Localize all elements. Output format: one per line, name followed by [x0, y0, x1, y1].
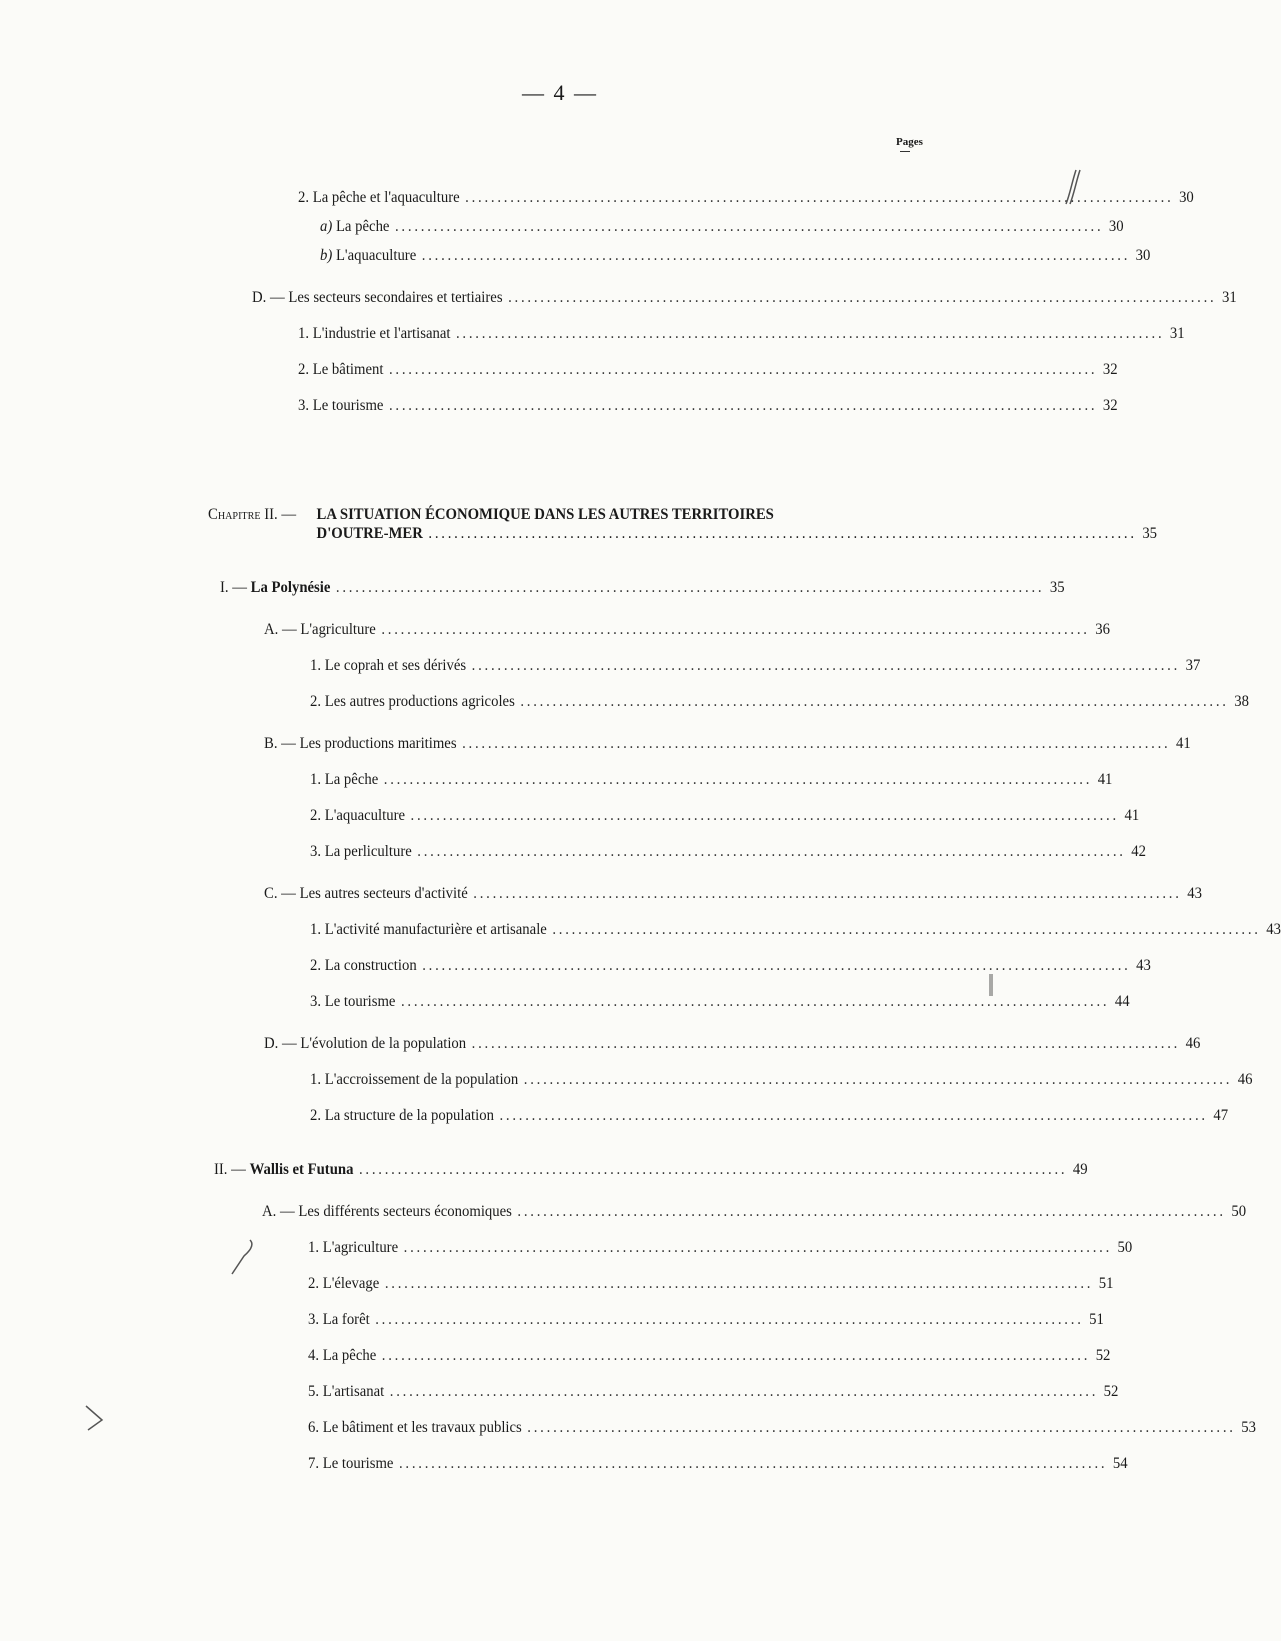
leader-dots: .............................................................................................................. [381, 1347, 1091, 1364]
toc-entry[interactable] [264, 1034, 1201, 1054]
leader-dots: .............................................................................................................. [428, 525, 1137, 542]
chapter-prefix: Chapitre II. — [208, 506, 297, 523]
toc-entry-page: 31 [1221, 289, 1237, 306]
toc-entry-label: B. — Les productions maritimes [264, 735, 457, 752]
toc-entry-label: 1. L'activité manufacturière et artisanale [310, 921, 547, 938]
toc-entry[interactable] [320, 217, 1124, 237]
toc-entry-page: 52 [1095, 1347, 1111, 1364]
leader-dots: .............................................................................................................. [398, 1455, 1108, 1472]
toc-section[interactable] [214, 1160, 1088, 1180]
toc-entry-label: 4. La pêche [308, 1347, 377, 1364]
toc-entry[interactable] [298, 360, 1118, 380]
toc-entry-page: 30 [1179, 189, 1194, 206]
toc-entry-label: 2. La structure de la population [310, 1107, 494, 1124]
toc-entry[interactable] [310, 806, 1140, 826]
toc-entry[interactable] [264, 620, 1110, 640]
leader-dots: .............................................................................................................. [422, 957, 1131, 974]
leader-dots: .............................................................................................................. [517, 1203, 1226, 1220]
toc-entry-page: 42 [1131, 843, 1146, 860]
toc-entry[interactable] [298, 396, 1118, 416]
toc-entry-page: 41 [1097, 771, 1113, 788]
toc-entry[interactable] [308, 1346, 1111, 1366]
toc-entry[interactable] [310, 770, 1113, 790]
leader-dots: .............................................................................................................. [335, 579, 1045, 596]
toc-entry-page: 31 [1169, 325, 1185, 342]
toc-entry-page: 41 [1124, 807, 1140, 824]
toc-entry[interactable] [308, 1274, 1114, 1294]
leader-dots: .............................................................................................................. [462, 735, 1171, 752]
toc-entry[interactable] [264, 734, 1191, 754]
toc-entry-page: 51 [1098, 1275, 1114, 1292]
toc-entry-label: 1. Le coprah et ses dérivés [310, 657, 467, 674]
toc-section[interactable] [220, 578, 1065, 598]
chapter-page: 35 [1142, 525, 1158, 542]
toc-entry-page: 43 [1187, 885, 1202, 902]
toc-entry-label: 3. La forêt [308, 1311, 370, 1328]
toc-entry-label: b) L'aquaculture [320, 247, 417, 264]
toc-entry-page: 43 [1266, 921, 1281, 938]
toc-entry[interactable] [310, 992, 1130, 1012]
toc-entry[interactable] [310, 692, 1249, 712]
leader-dots: .............................................................................................................. [471, 657, 1181, 674]
leader-dots: .............................................................................................................. [465, 189, 1174, 206]
chapter-heading[interactable] [208, 505, 1158, 543]
leader-dots: .............................................................................................................. [499, 1107, 1208, 1124]
leader-dots: .............................................................................................................. [358, 1161, 1068, 1178]
page-number: — 4 — [522, 80, 598, 105]
toc-entry[interactable] [308, 1310, 1104, 1330]
toc-entry-page: 44 [1114, 993, 1130, 1010]
toc-entry-label: 2. La construction [310, 957, 417, 974]
leader-dots: .............................................................................................................. [403, 1239, 1113, 1256]
toc-entry-page: 51 [1089, 1311, 1104, 1328]
toc-entry-label: 1. L'agriculture [308, 1239, 399, 1256]
leader-dots: .............................................................................................................. [400, 993, 1110, 1010]
leader-dots: .............................................................................................................. [388, 397, 1098, 414]
toc-entry[interactable] [298, 188, 1194, 208]
toc-entry-label: 2. Les autres productions agricoles [310, 693, 515, 710]
toc-entry[interactable] [308, 1454, 1128, 1474]
toc-entry-page: 36 [1095, 621, 1110, 638]
leader-dots: .............................................................................................................. [523, 1071, 1233, 1088]
toc-entry-label: 2. L'aquaculture [310, 807, 406, 824]
toc-entry-label: 3. Le tourisme [310, 993, 396, 1010]
leader-dots: .............................................................................................................. [383, 771, 1093, 788]
toc-entry-page: 37 [1185, 657, 1201, 674]
toc-entry-label: 2. L'élevage [308, 1275, 380, 1292]
toc-entry[interactable] [310, 1070, 1253, 1090]
toc-entry-page: 52 [1103, 1383, 1119, 1400]
toc-entry-label: 1. L'accroissement de la population [310, 1071, 519, 1088]
toc-entry-label: 2. La pêche et l'aquaculture [298, 189, 460, 206]
toc-entry-label: 2. Le bâtiment [298, 361, 384, 378]
toc-entry-label: 1. L'industrie et l'artisanat [298, 325, 451, 342]
chapter-title-line2: D'OUTRE-MER [316, 525, 423, 542]
toc-entry-label: 5. L'artisanat [308, 1383, 385, 1400]
toc-entry[interactable] [308, 1238, 1133, 1258]
leader-dots: .............................................................................................................. [410, 807, 1119, 824]
toc-entry-label: 3. Le tourisme [298, 397, 384, 414]
toc-entry-label: 3. La perliculture [310, 843, 412, 860]
toc-entry-label: a) La pêche [320, 218, 390, 235]
leader-dots: .............................................................................................................. [421, 247, 1131, 264]
pages-underline [900, 151, 910, 152]
toc-entry[interactable] [262, 1202, 1247, 1222]
toc-entry[interactable] [310, 656, 1201, 676]
leader-dots: .............................................................................................................. [384, 1275, 1094, 1292]
toc-entry-label: A. — Les différents secteurs économiques [262, 1203, 512, 1220]
toc-entry-label: 7. Le tourisme [308, 1455, 394, 1472]
scan-mark-top-right [1062, 168, 1082, 206]
toc-entry-page: 50 [1231, 1203, 1247, 1220]
toc-entry-page: 49 [1072, 1161, 1088, 1178]
toc-entry-page: 54 [1112, 1455, 1128, 1472]
toc-entry[interactable] [308, 1418, 1256, 1438]
leader-dots: .............................................................................................................. [417, 843, 1126, 860]
toc-entry-label: 1. La pêche [310, 771, 379, 788]
leader-dots: .............................................................................................................. [375, 1311, 1084, 1328]
leader-dots: .............................................................................................................. [520, 693, 1229, 710]
toc-entry-page: 35 [1049, 579, 1065, 596]
toc-entry-label: D. — Les secteurs secondaires et tertiaires [252, 289, 503, 306]
leader-dots: .............................................................................................................. [473, 885, 1182, 902]
leader-dots: .............................................................................................................. [471, 1035, 1181, 1052]
toc-entry[interactable] [310, 956, 1151, 976]
toc-entry[interactable] [320, 246, 1151, 266]
toc-entry-label: I. — La Polynésie [220, 579, 331, 596]
toc-entry-page: 30 [1108, 218, 1124, 235]
chapter-title-line1: LA SITUATION ÉCONOMIQUE DANS LES AUTRES TERRITOIRES [316, 506, 774, 523]
toc-entry-page: 50 [1117, 1239, 1133, 1256]
toc-entry-page: 47 [1213, 1107, 1229, 1124]
toc-entry-label: A. — L'agriculture [264, 621, 376, 638]
leader-dots: .............................................................................................................. [527, 1419, 1236, 1436]
leader-dots: .............................................................................................................. [388, 361, 1098, 378]
toc-entry-page: 53 [1241, 1419, 1256, 1436]
scan-mark-left [228, 1236, 258, 1276]
toc-entry[interactable] [252, 288, 1237, 308]
leader-dots: .............................................................................................................. [508, 289, 1217, 306]
toc-entry[interactable] [298, 324, 1185, 344]
leader-dots: .............................................................................................................. [394, 218, 1104, 235]
toc-entry[interactable] [310, 920, 1281, 940]
toc-entry[interactable] [264, 884, 1202, 904]
toc-entry-page: 46 [1237, 1071, 1253, 1088]
pages-label: Pages [896, 136, 923, 148]
toc-entry-page: 43 [1136, 957, 1151, 974]
leader-dots: .............................................................................................................. [381, 621, 1090, 638]
toc-entry[interactable] [310, 842, 1146, 862]
leader-dots: .............................................................................................................. [389, 1383, 1099, 1400]
leader-dots: .............................................................................................................. [552, 921, 1261, 938]
toc-entry-label: C. — Les autres secteurs d'activité [264, 885, 468, 902]
toc-entry-page: 32 [1102, 397, 1118, 414]
toc-entry-label: 6. Le bâtiment et les travaux publics [308, 1419, 522, 1436]
toc-entry-page: 38 [1234, 693, 1249, 710]
toc-entry-page: 46 [1185, 1035, 1201, 1052]
toc-entry-label: D. — L'évolution de la population [264, 1035, 467, 1052]
scan-mark-right [988, 972, 994, 998]
toc-entry-page: 41 [1176, 735, 1191, 752]
leader-dots: .............................................................................................................. [455, 325, 1165, 342]
toc-entry[interactable] [308, 1382, 1119, 1402]
pages-column-header [896, 136, 923, 152]
toc-entry[interactable] [310, 1106, 1229, 1126]
toc-entry-page: 30 [1135, 247, 1151, 264]
toc-entry-page: 32 [1102, 361, 1118, 378]
toc-entry-label: II. — Wallis et Futuna [214, 1161, 354, 1178]
scan-mark-bottom-left [80, 1404, 110, 1434]
